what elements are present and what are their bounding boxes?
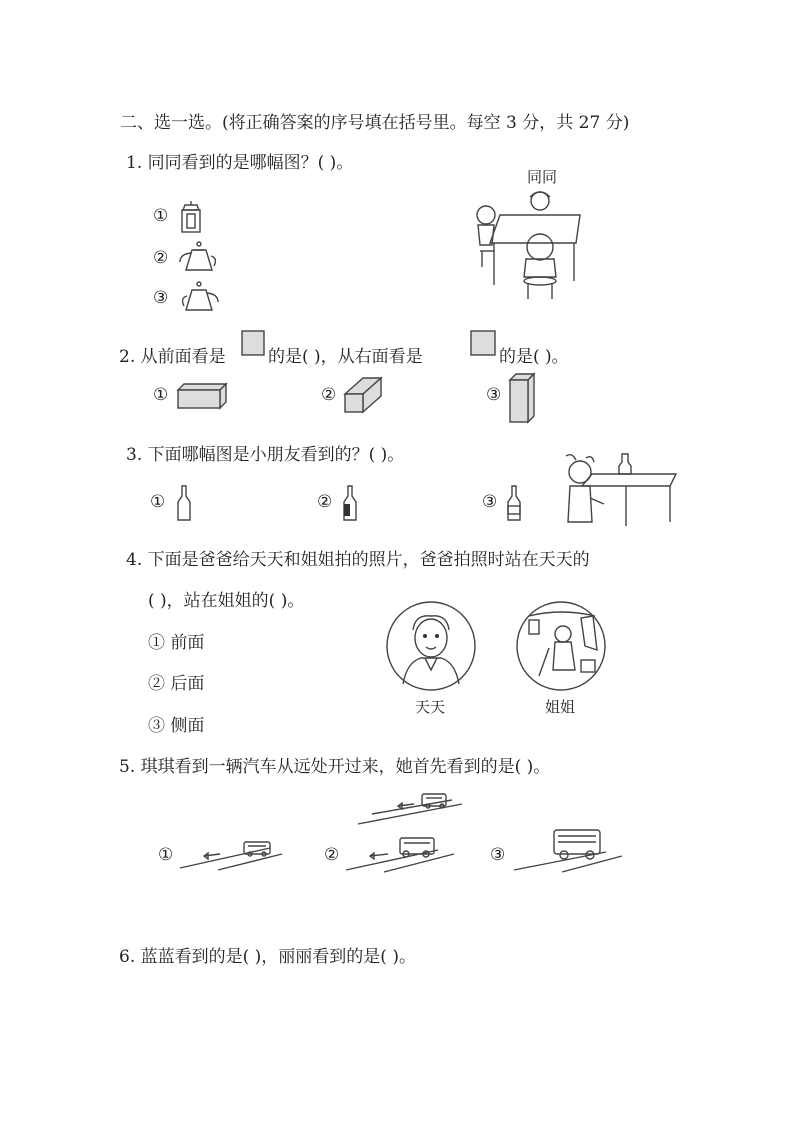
bottle-side-label-icon <box>342 484 358 522</box>
question-4-line2: ( )，站在姐姐的( )。 <box>148 591 305 611</box>
section-title: 二、选一选。(将正确答案的序号填在括号里。每空 3 分，共 27 分) <box>120 113 630 133</box>
option-marker-3: ③ <box>482 492 498 512</box>
question-3-text: 3. 下面哪幅图是小朋友看到的？( )。 <box>126 445 405 465</box>
scene-label-tongtong: 同同 <box>527 168 558 186</box>
option-marker-1: ① <box>150 492 166 512</box>
road-bus-medium-icon <box>344 834 456 874</box>
distant-bus-illustration <box>356 792 466 826</box>
q4-option-front: ① 前面 <box>148 633 205 653</box>
question-4-line1: 4. 下面是爸爸给天天和姐姐拍的照片，爸爸拍照时站在天天的 <box>126 550 590 570</box>
photo-label-jiejie: 姐姐 <box>545 698 576 716</box>
bottle-plain-icon <box>176 484 192 522</box>
square-right-view-icon <box>470 330 496 356</box>
question-6-text: 6. 蓝蓝看到的是( )，丽丽看到的是( )。 <box>119 947 416 967</box>
cuboid-long-flat-icon <box>176 382 228 410</box>
q4-option-back: ② 后面 <box>148 674 205 694</box>
kettle-side-right-icon <box>178 240 220 274</box>
kettle-front-icon <box>176 200 206 234</box>
square-front-view-icon <box>241 330 265 356</box>
girl-table-bottle-illustration <box>552 452 682 532</box>
option-marker-3: ③ <box>490 845 506 865</box>
q4-option-side: ③ 侧面 <box>148 716 205 736</box>
option-marker-1: ① <box>153 206 169 226</box>
option-marker-3: ③ <box>486 385 502 405</box>
photo-label-tiantian: 天天 <box>415 698 446 716</box>
option-marker-2: ② <box>153 248 169 268</box>
cuboid-tall-icon <box>508 372 536 424</box>
question-5-text: 5. 琪琪看到一辆汽车从远处开过来，她首先看到的是( )。 <box>119 757 551 777</box>
option-marker-3: ③ <box>153 288 169 308</box>
bottle-front-label-icon <box>506 484 522 522</box>
question-1-text: 1. 同同看到的是哪幅图？( )。 <box>126 153 354 173</box>
question-2-part1: 2. 从前面看是 <box>119 347 226 367</box>
table-scene-illustration <box>470 185 590 305</box>
photo-tiantian-portrait <box>385 600 477 692</box>
option-marker-2: ② <box>317 492 333 512</box>
question-2-part2: 的是( )，从右面看是 <box>268 347 423 367</box>
photo-jiejie-side <box>515 600 607 692</box>
road-bus-small-icon <box>178 836 283 872</box>
option-marker-1: ① <box>158 845 174 865</box>
option-marker-2: ② <box>324 845 340 865</box>
option-marker-1: ① <box>153 385 169 405</box>
road-bus-large-icon <box>512 828 624 874</box>
option-marker-2: ② <box>321 385 337 405</box>
cuboid-deep-icon <box>343 376 383 414</box>
kettle-side-left-icon <box>178 280 220 314</box>
question-2-part3: 的是( )。 <box>499 347 569 367</box>
